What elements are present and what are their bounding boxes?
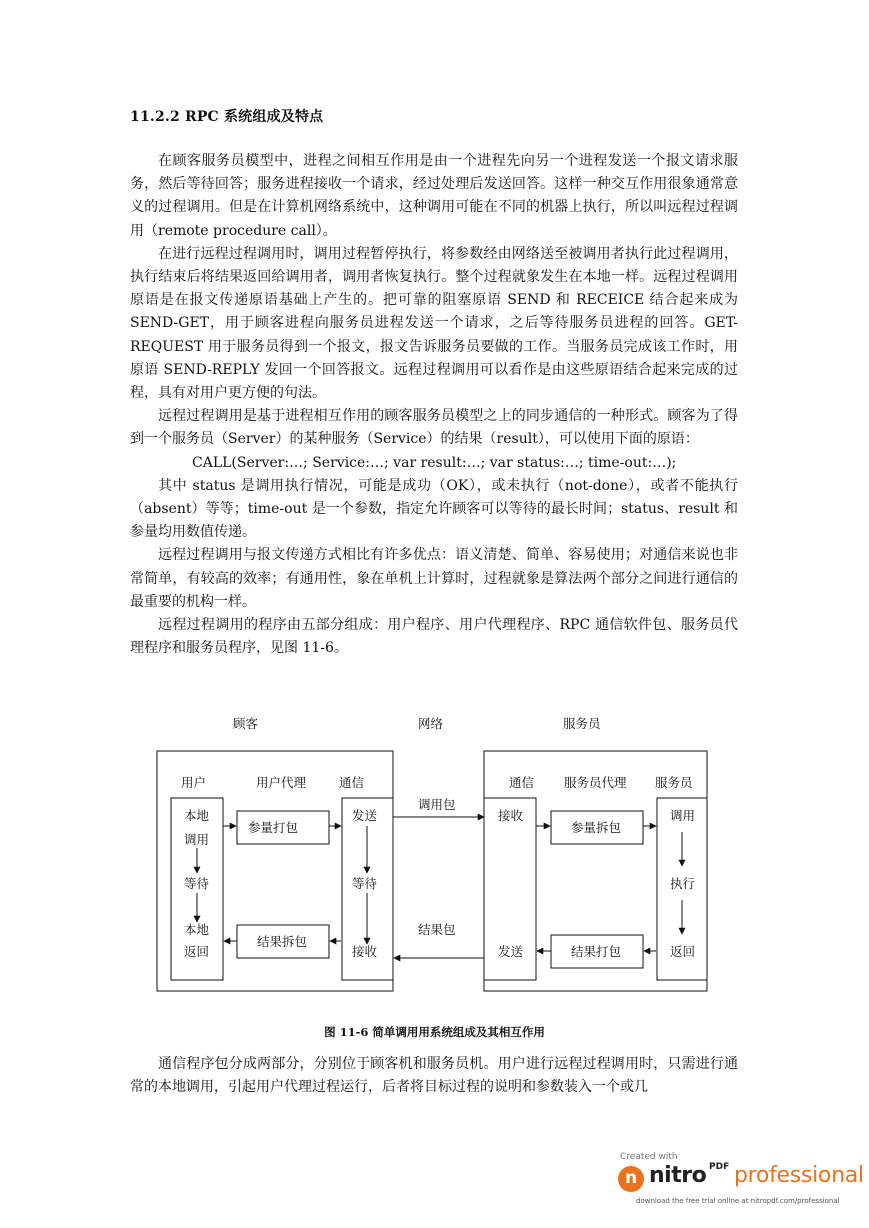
server-comm-box [484,798,536,980]
server-call: 调用 [670,808,696,823]
server-col-comm: 通信 [509,775,535,790]
body-text-bottom [130,1053,738,1099]
client-machine-frame [157,751,393,991]
paragraph-rpc-process: 在进行远程过程调用时，调用过程暂停执行，将参数经由网络送至被调用者执行此过程调用，执行结束后将结果返回给调用者，调用者恢复执行。整个过程就象发生在本地一样。远程过程调用原语是在报文传递原语基础上产生的。把可靠的阻塞原语 SEND 和 RECEICE 结合起来成为 SEND-GET，用于顾客进程向服务员进程发送一个请求，之后等待服务员进程的回答。GET-REQUEST 用于服务员得到一个报文，报文告诉服务员要做的工作。当服务员完成该工作时，用原语 SEND-REPLY 发回一个回答报文。远程过程调用可以看作是由这些原语结合起来完成的过程，具有对用户更方便的句法。 [130,245,738,402]
watermark-download-line: download the free trial online at nitropdf.com/professional [636,1197,840,1205]
client-user-box [171,798,223,980]
client-receive: 接收 [352,944,378,959]
server-execute: 执行 [670,876,696,891]
server-receive: 接收 [498,808,524,823]
server-box [657,798,707,980]
pack-results-box [551,935,643,968]
watermark-created-with: Created with [620,1152,678,1162]
client-local-return-line1: 本地 [184,922,210,937]
body-text-top [130,150,738,660]
client-local-call-line2: 调用 [184,832,210,847]
server-send: 发送 [498,944,524,959]
section-heading: 11.2.2 RPC 系统组成及特点 [130,109,324,125]
label-client: 顾客 [233,716,259,731]
server-return: 返回 [670,944,696,959]
client-col-comm: 通信 [339,775,365,790]
watermark-brand: nitro [649,1163,707,1188]
paragraph-rpc-advantages: 远程过程调用与报文传递方式相比有许多优点：语义清楚、简单、容易使用；对通信来说也非常简单，有较高的效率；有通用性，象在单机上计算时，过程就象是算法两个部分之间进行通信的最重要的机构一样。 [130,547,738,610]
client-send: 发送 [352,808,378,823]
nitro-watermark [618,1152,864,1210]
pack-params-label: 参量打包 [248,820,299,835]
client-comm-box [342,798,393,980]
figure-caption: 图 11-6 简单调用用系统组成及其相互作用 [324,1025,545,1039]
unpack-params-label: 参量拆包 [571,820,622,835]
pack-results-label: 结果打包 [571,944,622,959]
watermark-brand-sup: PDF [709,1162,730,1172]
call-packet-label: 调用包 [418,797,456,812]
result-packet-label: 结果包 [418,922,456,937]
client-col-agent: 用户代理 [256,775,307,790]
pack-params-box [237,811,329,844]
client-local-return-line2: 返回 [184,944,210,959]
call-formula: CALL(Server:…; Service:…; var result:…; var status:…; time-out:…); [192,454,677,471]
paragraph-client-server-model: 在顾客服务员模型中，进程之间相互作用是由一个进程先向另一个进程发送一个报文请求服务，然后等待回答；服务进程接收一个请求，经过处理后发送回答。这样一种交互作用很象通常意义的过程调用。但是在计算机网络系统中，这种调用可能在不同的机器上执行，所以叫远程过程调用（remote procedure call）。 [130,153,738,239]
nitro-logo-icon: n [618,1166,644,1192]
client-comm-wait: 等待 [352,876,378,891]
paragraph-rpc-components: 远程过程调用的程序由五部分组成：用户程序、用户代理程序、RPC 通信软件包、服务员代理程序和服务员程序，见图 11-6。 [130,617,738,657]
server-col-server: 服务员 [655,775,693,790]
client-col-user: 用户 [181,775,207,790]
server-col-agent: 服务员代理 [564,775,627,790]
unpack-results-label: 结果拆包 [257,934,308,949]
unpack-params-box [551,811,643,844]
watermark-edition: professional [734,1163,864,1188]
server-machine-frame [484,751,707,991]
label-network: 网络 [418,716,444,731]
paragraph-comm-package: 通信程序包分成两部分，分别位于顾客机和服务员机。用户进行远程过程调用时，只需进行通常的本地调用，引起用户代理过程运行，后者将目标过程的说明和参数装入一个或几 [130,1056,738,1096]
label-server: 服务员 [563,716,601,731]
client-local-call-line1: 本地 [184,808,210,823]
unpack-results-box [237,925,329,958]
paragraph-status-explain: 其中 status 是调用执行情况，可能是成功（OK），或未执行（not-done），或者不能执行（absent）等等；time-out 是一个参数，指定允许顾客可以等待的最长时间；status、result 和参量均用数值传递。 [130,477,738,541]
paragraph-rpc-sync: 远程过程调用是基于进程相互作用的顾客服务员模型之上的同步通信的一种形式。顾客为了得到一个服务员（Server）的某种服务（Service）的结果（result），可以使用下面的原语： [130,408,738,448]
client-wait: 等待 [184,876,210,891]
